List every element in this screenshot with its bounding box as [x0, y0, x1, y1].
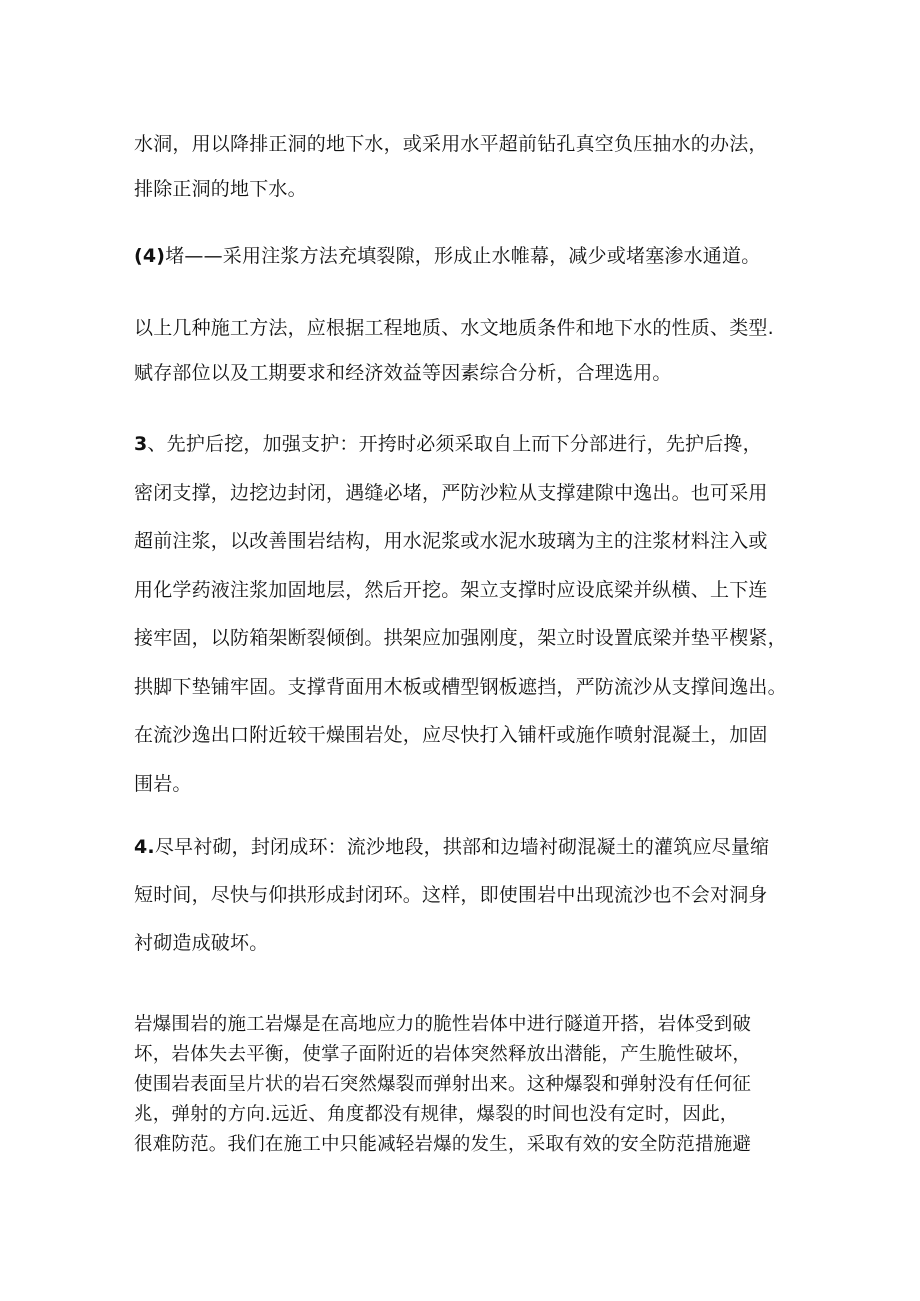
text-line: 兆，弹射的方向.远近、角度都没有规律，爆裂的时间也没有定时，因此，	[134, 1104, 739, 1125]
text-line: 接牢固，以防箱架断裂倾倒。拱架应加强刚度，架立时设置底梁并垫平楔紧，	[134, 627, 787, 649]
text-line: 密闭支撑，边挖边封闭，遇缝必堵，严防沙粒从支撑建隙中逸出。也可采用	[134, 481, 768, 504]
item-number: (4)	[134, 245, 166, 267]
text-line: 坏，岩体失去平衡，使掌子面附近的岩体突然释放出潜能，产生脆性破坏，	[134, 1044, 752, 1065]
text-line: 以上几种施工方法，应根据工程地质、水文地质条件和地下水的性质、类型.	[134, 317, 774, 339]
paragraph-rockburst	[134, 1010, 802, 1160]
item-text: 堵——采用注浆方法充填裂隙，形成止水帷幕，减少或堵塞渗水通道。	[165, 245, 761, 267]
text-line: 围岩。	[134, 772, 192, 795]
text-line: 衬砌造成破坏。	[134, 932, 269, 954]
text-line: 很难防范。我们在施工中只能减轻岩爆的发生，采取有效的安全防范措施避	[134, 1134, 752, 1155]
text-line: 岩爆围岩的施工岩爆是在高地应力的脆性岩体中进行隧道开搭，岩体受到破	[134, 1014, 752, 1035]
text-line	[134, 823, 802, 871]
text-line	[134, 420, 802, 469]
text-line: 在流沙逸出口附近较干燥围岩处，应尽快打入铺杆或施作喷射混凝土，加固	[134, 724, 768, 746]
paragraph-item-4-block	[134, 234, 802, 279]
section-number: 4.	[134, 836, 155, 858]
paragraph-drainage-continued	[134, 122, 802, 212]
text-line	[134, 234, 802, 279]
text-line: 短时间，尽快与仰拱形成封闭环。这样，即使围岩中出现流沙也不会对洞身	[134, 884, 768, 906]
section-text: 尽早衬砌，封闭成环：流沙地段，拱部和边墙衬砌混凝土的灌筑应尽量缩	[154, 836, 770, 858]
text-line: 用化学药液注浆加固地层，然后开挖。架立支撑时应设底梁并纵横、上下连	[134, 578, 768, 601]
paragraph-section-4	[134, 823, 802, 967]
text-line: 排除正洞的地下水。	[134, 178, 307, 200]
text-line: 拱脚下垫铺牢固。支撑背面用木板或槽型钢板遮挡，严防流沙从支撑间逸出。	[134, 675, 787, 698]
text-line: 赋存部位以及工期要求和经济效益等因素综合分析，合理选用。	[134, 362, 672, 384]
paragraph-summary	[134, 306, 802, 396]
text-line: 水洞，用以降排正洞的地下水，或采用水平超前钻孔真空负压抽水的办法，	[134, 133, 768, 155]
text-line: 超前注浆，以改善围岩结构，用水泥浆或水泥水玻璃为主的注浆材料注入或	[134, 530, 768, 552]
section-text: 、先护后挖，加强支护：开挎时必须采取自上而下分部进行，先护后搀，	[147, 433, 762, 455]
paragraph-section-3	[134, 420, 802, 808]
text-line: 使围岩表面呈片状的岩石突然爆裂而弹射出来。这种爆裂和弹射没有任何征	[134, 1074, 752, 1095]
section-number: 3	[134, 433, 148, 455]
